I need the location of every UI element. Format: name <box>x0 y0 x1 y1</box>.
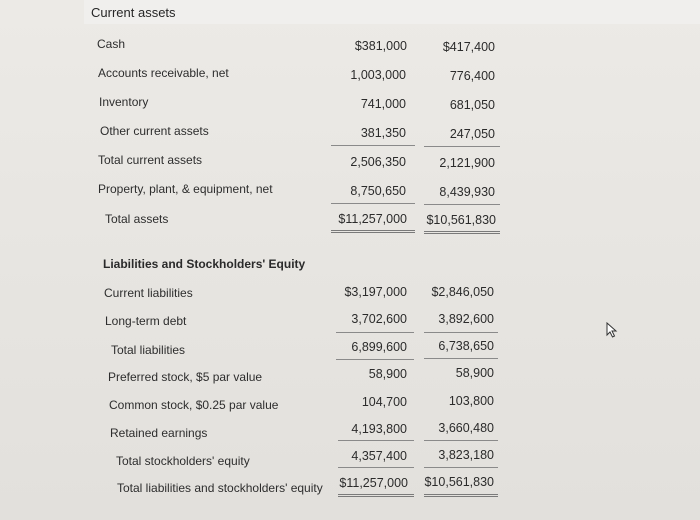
header-band <box>84 0 700 24</box>
asset-label-total-assets: Total assets <box>105 212 169 226</box>
current-assets-title: Current assets <box>91 5 176 20</box>
asset-label-total-current: Total current assets <box>98 153 203 167</box>
rule-ppe-2 <box>424 204 500 205</box>
asset-inventory-value-2: 681,050 <box>449 98 495 112</box>
liab-equity-label-total: Total liabilities and stockholders' equity <box>117 481 323 495</box>
liabilities-title: Liabilities and Stockholders' Equity <box>103 257 306 271</box>
rule-subtotal-1 <box>331 145 415 146</box>
rule-liab-2 <box>424 332 498 333</box>
asset-label-accounts-receivable: Accounts receivable, net <box>98 66 229 80</box>
rule-equity-2 <box>424 440 498 441</box>
mouse-cursor-icon <box>605 322 619 338</box>
rule-total-assets-2 <box>424 231 500 236</box>
asset-ppe-value-1: 8,750,650 <box>350 184 406 198</box>
liab-total-value-1: 6,899,600 <box>351 340 407 354</box>
equity-retained-value-2: 3,660,480 <box>438 421 494 435</box>
rule-total-liab-1 <box>336 359 414 360</box>
asset-cash-value-1: $381,000 <box>354 39 407 53</box>
asset-label-other-current: Other current assets <box>100 124 209 138</box>
equity-common-value-1: 104,700 <box>361 395 407 409</box>
equity-total-value-2: 3,823,180 <box>438 448 494 462</box>
liab-equity-total-value-2: $10,561,830 <box>424 475 494 489</box>
liab-equity-total-value-1: $11,257,000 <box>339 476 408 490</box>
liab-ltd-value-1: 3,702,600 <box>351 312 407 326</box>
rule-grand-total-1 <box>338 494 414 499</box>
liab-ltd-value-2: 3,892,600 <box>438 312 494 326</box>
equity-label-total: Total stockholders' equity <box>116 454 250 468</box>
rule-total-liab-2 <box>424 358 498 359</box>
equity-label-preferred: Preferred stock, $5 par value <box>108 370 263 384</box>
equity-common-value-2: 103,800 <box>448 394 494 408</box>
asset-other-value-1: 381,350 <box>360 126 406 140</box>
asset-total-current-value-1: 2,506,350 <box>350 155 406 169</box>
asset-ppe-value-2: 8,439,930 <box>439 185 495 199</box>
rule-total-equity-1 <box>338 467 414 468</box>
liab-current-value-2: $2,846,050 <box>431 285 494 299</box>
liab-total-value-2: 6,738,650 <box>438 339 494 353</box>
asset-ar-value-1: 1,003,000 <box>350 68 406 82</box>
rule-ppe-1 <box>331 203 415 204</box>
equity-preferred-value-2: 58,900 <box>455 366 494 380</box>
asset-total-current-value-2: 2,121,900 <box>439 156 495 170</box>
liab-label-total: Total liabilities <box>111 343 186 357</box>
asset-total-value-2: $10,561,830 <box>426 213 496 227</box>
equity-retained-value-1: 4,193,800 <box>351 422 407 436</box>
asset-label-ppe: Property, plant, & equipment, net <box>98 182 273 196</box>
liab-current-value-1: $3,197,000 <box>344 285 407 299</box>
equity-label-common: Common stock, $0.25 par value <box>109 398 279 412</box>
equity-total-value-1: 4,357,400 <box>351 449 407 463</box>
rule-total-equity-2 <box>424 467 498 468</box>
rule-liab-1 <box>336 332 414 333</box>
rule-grand-total-2 <box>424 494 498 499</box>
asset-label-cash: Cash <box>97 37 126 51</box>
asset-total-value-1: $11,257,000 <box>338 212 407 226</box>
asset-inventory-value-1: 741,000 <box>360 97 406 111</box>
asset-ar-value-2: 776,400 <box>449 69 495 83</box>
asset-label-inventory: Inventory <box>99 95 149 109</box>
liab-label-current: Current liabilities <box>104 286 193 300</box>
rule-total-assets-1 <box>331 230 415 235</box>
equity-label-retained: Retained earnings <box>110 426 208 440</box>
rule-subtotal-2 <box>424 146 500 147</box>
asset-other-value-2: 247,050 <box>449 127 495 141</box>
asset-cash-value-2: $417,400 <box>442 40 495 54</box>
liab-label-long-term-debt: Long-term debt <box>105 314 187 328</box>
rule-equity-1 <box>338 440 414 441</box>
equity-preferred-value-1: 58,900 <box>368 367 407 381</box>
